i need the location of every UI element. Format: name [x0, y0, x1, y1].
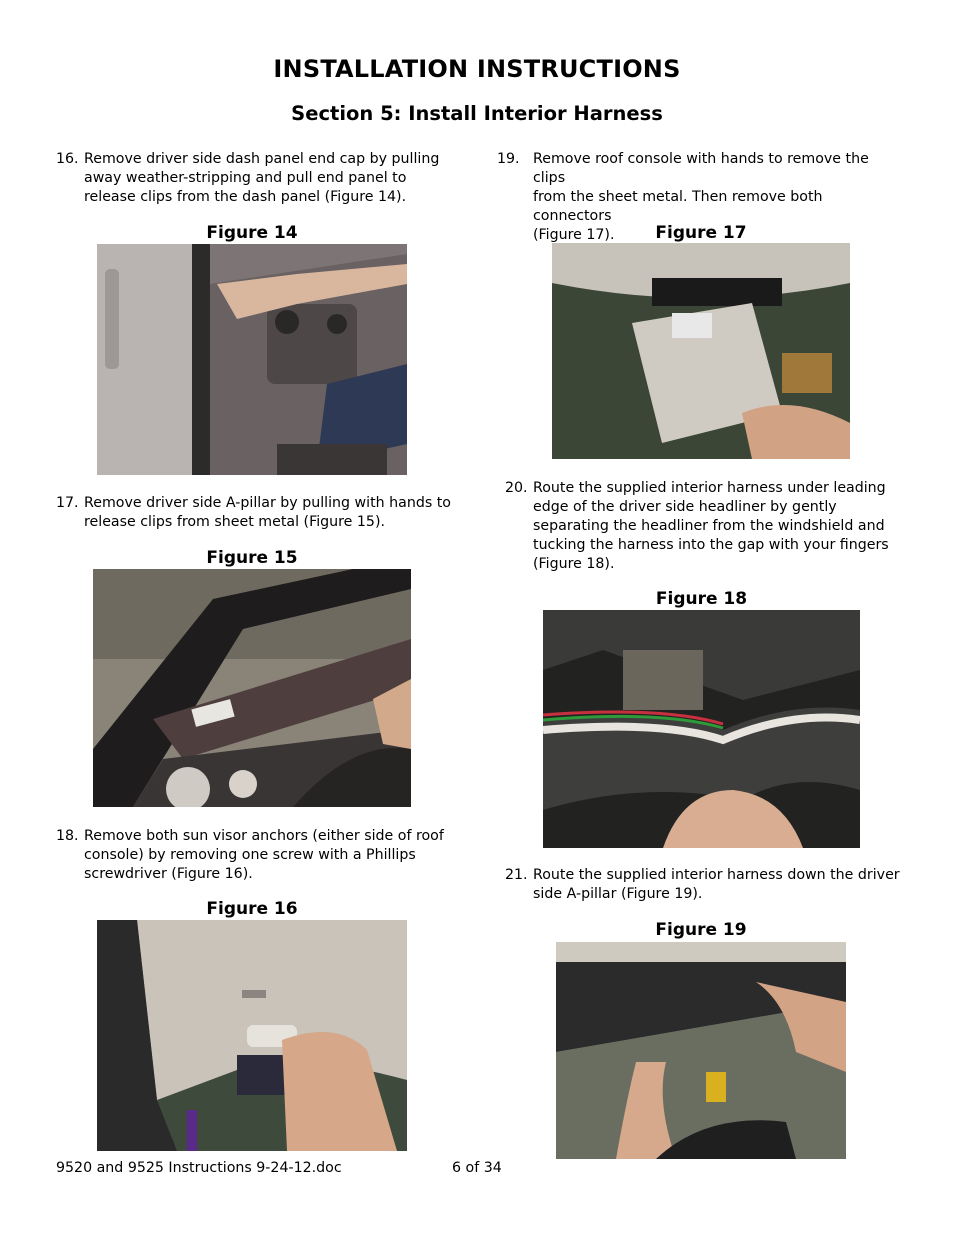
- footer-page-number: 6 of 34: [452, 1160, 502, 1176]
- step-text-line: console) by removing one screw with a Phillips: [84, 847, 416, 863]
- step-number: 16.: [56, 151, 79, 167]
- step-text-line: tucking the harness into the gap with your fingers: [533, 537, 889, 553]
- step-text-line: (Figure 18).: [533, 556, 615, 572]
- figure-18-photo: [543, 610, 860, 848]
- figure-16-photo: [97, 920, 407, 1151]
- figure-17-label: Figure 17: [655, 223, 747, 243]
- step-text-line: Remove roof console with hands to remove the clips: [533, 151, 869, 186]
- step-number: 17.: [56, 495, 79, 511]
- figure-17-photo: [552, 243, 850, 459]
- step-text-line: Route the supplied interior harness down the driver: [533, 867, 900, 883]
- step-text-line: away weather-stripping and pull end panel to: [84, 170, 407, 186]
- step-19: [497, 150, 897, 243]
- step-text-line: separating the headliner from the windshield and: [533, 518, 885, 534]
- step-text-line: Remove driver side dash panel end cap by pulling: [84, 151, 440, 167]
- step-text-line: side A-pillar (Figure 19).: [533, 886, 703, 902]
- step-16: [56, 150, 456, 210]
- step-number: 20.: [505, 480, 528, 496]
- section-title: Section 5: Install Interior Harness: [291, 102, 663, 125]
- step-text-line: Route the supplied interior harness under leading: [533, 480, 886, 496]
- step-21: [505, 866, 905, 906]
- step-20: [505, 479, 905, 579]
- step-text-line: (Figure 17).: [533, 227, 615, 243]
- figure-15-photo: [93, 569, 411, 807]
- page-title: INSTALLATION INSTRUCTIONS: [273, 55, 681, 83]
- step-text-line: edge of the driver side headliner by gently: [533, 499, 837, 515]
- footer-filename: 9520 and 9525 Instructions 9-24-12.doc: [56, 1160, 342, 1176]
- step-text-line: screwdriver (Figure 16).: [84, 866, 253, 882]
- figure-16-label: Figure 16: [206, 899, 298, 919]
- figure-19-label: Figure 19: [655, 920, 747, 940]
- step-text-line: Remove both sun visor anchors (either side of roof: [84, 828, 444, 844]
- step-text-line: from the sheet metal. Then remove both connectors: [533, 189, 823, 224]
- step-text-line: release clips from the dash panel (Figure 14).: [84, 189, 407, 205]
- step-text-line: release clips from sheet metal (Figure 15).: [84, 514, 385, 530]
- figure-18-label: Figure 18: [655, 589, 748, 609]
- figure-14-photo: [97, 244, 407, 475]
- step-number: 19.: [497, 151, 520, 167]
- step-17: [56, 494, 456, 534]
- step-number: 21.: [505, 867, 528, 883]
- step-number: 18.: [56, 828, 79, 844]
- step-text-line: Remove driver side A-pillar by pulling with hands to: [84, 495, 451, 511]
- figure-14-label: Figure 14: [206, 223, 298, 243]
- step-18: [56, 827, 456, 887]
- figure-19-photo: [556, 942, 846, 1159]
- figure-15-label: Figure 15: [206, 548, 298, 568]
